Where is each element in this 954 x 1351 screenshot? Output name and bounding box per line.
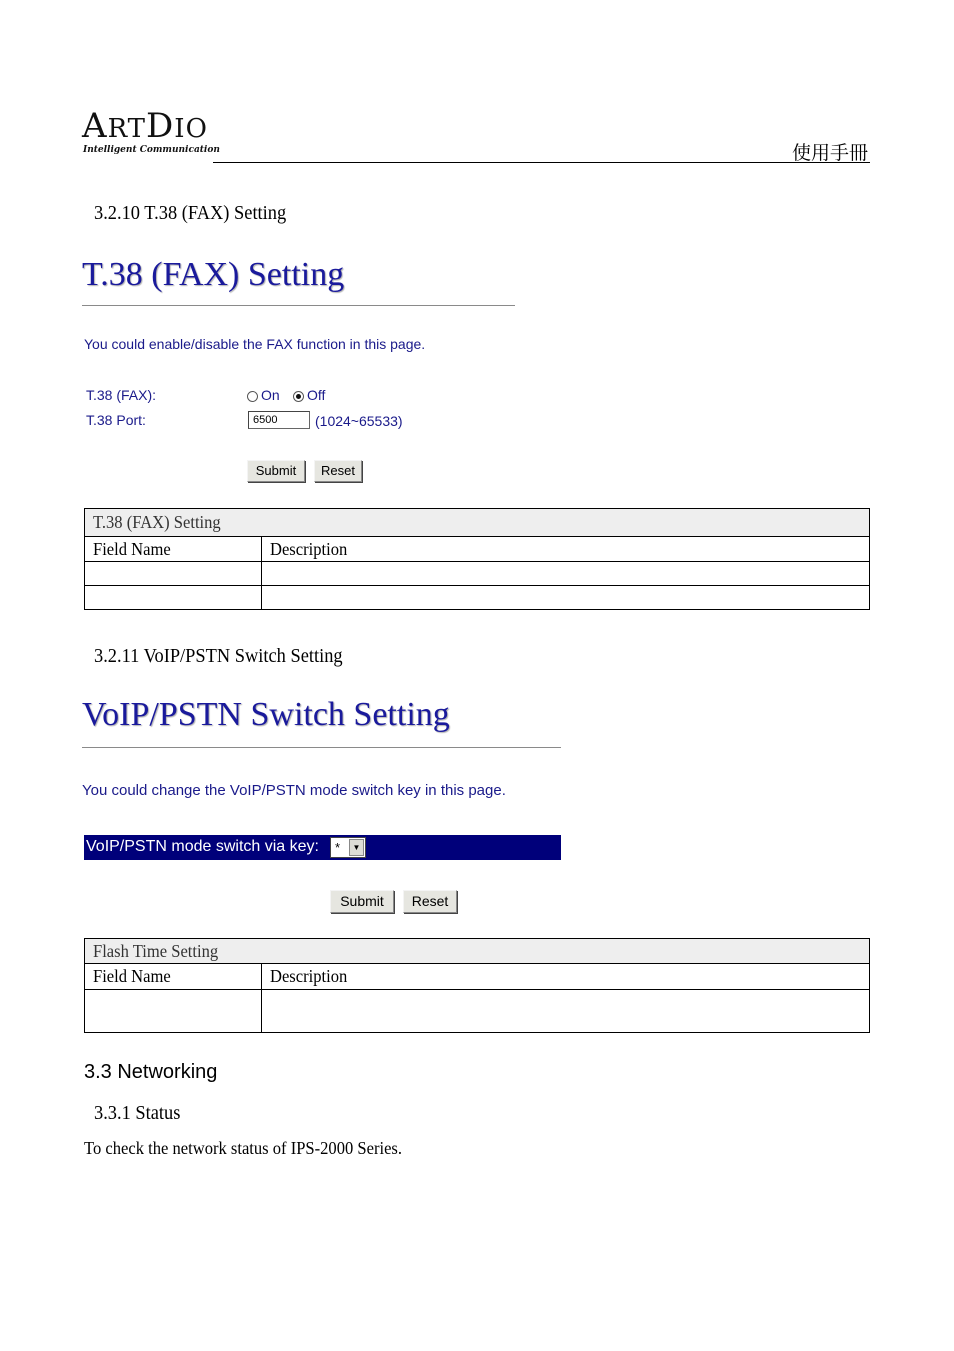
- row-description: [262, 990, 870, 1033]
- fax-off-option[interactable]: [293, 387, 325, 403]
- switch-key-bar: [84, 835, 561, 860]
- screenshot-title: T.38 (FAX) Setting: [82, 256, 345, 293]
- section-heading-3-3: 3.3 Networking: [84, 1061, 218, 1083]
- screenshot-description: You could change the VoIP/PSTN mode switch key in this page.: [82, 782, 506, 799]
- reset-button[interactable]: Reset: [314, 460, 362, 482]
- table-row: [85, 586, 870, 610]
- fax-off-label: Off: [307, 387, 326, 403]
- status-description: To check the network status of IPS-2000 Series.: [84, 1138, 403, 1158]
- voip-pstn-screenshot: [82, 694, 562, 916]
- col-header-field: Field Name: [85, 537, 262, 562]
- switch-key-value: *: [335, 840, 341, 855]
- fax-on-option[interactable]: [247, 387, 280, 403]
- table-title: T.38 (FAX) Setting: [85, 509, 870, 537]
- fax-setting-screenshot: [82, 254, 516, 488]
- row-field: [85, 990, 262, 1033]
- table-row: [85, 562, 870, 586]
- col-header-field: Field Name: [85, 964, 262, 990]
- radio-off-icon[interactable]: [293, 391, 304, 402]
- radio-on-icon[interactable]: [247, 391, 258, 402]
- section-heading-3-3-1: 3.3.1 Status: [94, 1102, 181, 1124]
- screenshot-rule: [82, 747, 561, 748]
- chevron-down-icon[interactable]: ▼: [349, 839, 364, 856]
- screenshot-rule: [82, 305, 515, 306]
- row-field: [85, 586, 262, 610]
- port-label: T.38 Port:: [86, 412, 146, 428]
- table-title: Flash Time Setting: [85, 939, 870, 964]
- switch-key-select[interactable]: [330, 837, 366, 858]
- port-input[interactable]: [248, 411, 310, 429]
- submit-button[interactable]: Submit: [330, 890, 394, 913]
- table-row: [85, 990, 870, 1033]
- col-header-description: Description: [262, 964, 870, 990]
- screenshot-description: You could enable/disable the FAX function in this page.: [84, 336, 426, 352]
- col-header-description: Description: [262, 537, 870, 562]
- section-heading-3-2-10: 3.2.10 T.38 (FAX) Setting: [94, 202, 287, 224]
- company-logo: ARTDIO: [82, 106, 208, 146]
- section-heading-3-2-11: 3.2.11 VoIP/PSTN Switch Setting: [94, 645, 343, 667]
- flash-time-table: [84, 938, 870, 1033]
- header-rule: [213, 162, 870, 163]
- switch-key-label: VoIP/PSTN mode switch via key:: [86, 838, 319, 855]
- row-field: [85, 562, 262, 586]
- port-range: (1024~65533): [315, 413, 403, 429]
- manual-label: 使用手冊: [791, 142, 868, 164]
- screenshot-title: VoIP/PSTN Switch Setting: [82, 696, 450, 733]
- submit-button[interactable]: Submit: [247, 460, 305, 482]
- row-description: [262, 562, 870, 586]
- fax-on-label: On: [261, 387, 280, 403]
- fax-label: T.38 (FAX):: [86, 387, 157, 403]
- reset-button[interactable]: Reset: [403, 890, 457, 913]
- row-description: [262, 586, 870, 610]
- fax-setting-table: [84, 508, 870, 610]
- logo-tagline: Intelligent Communication: [83, 145, 220, 155]
